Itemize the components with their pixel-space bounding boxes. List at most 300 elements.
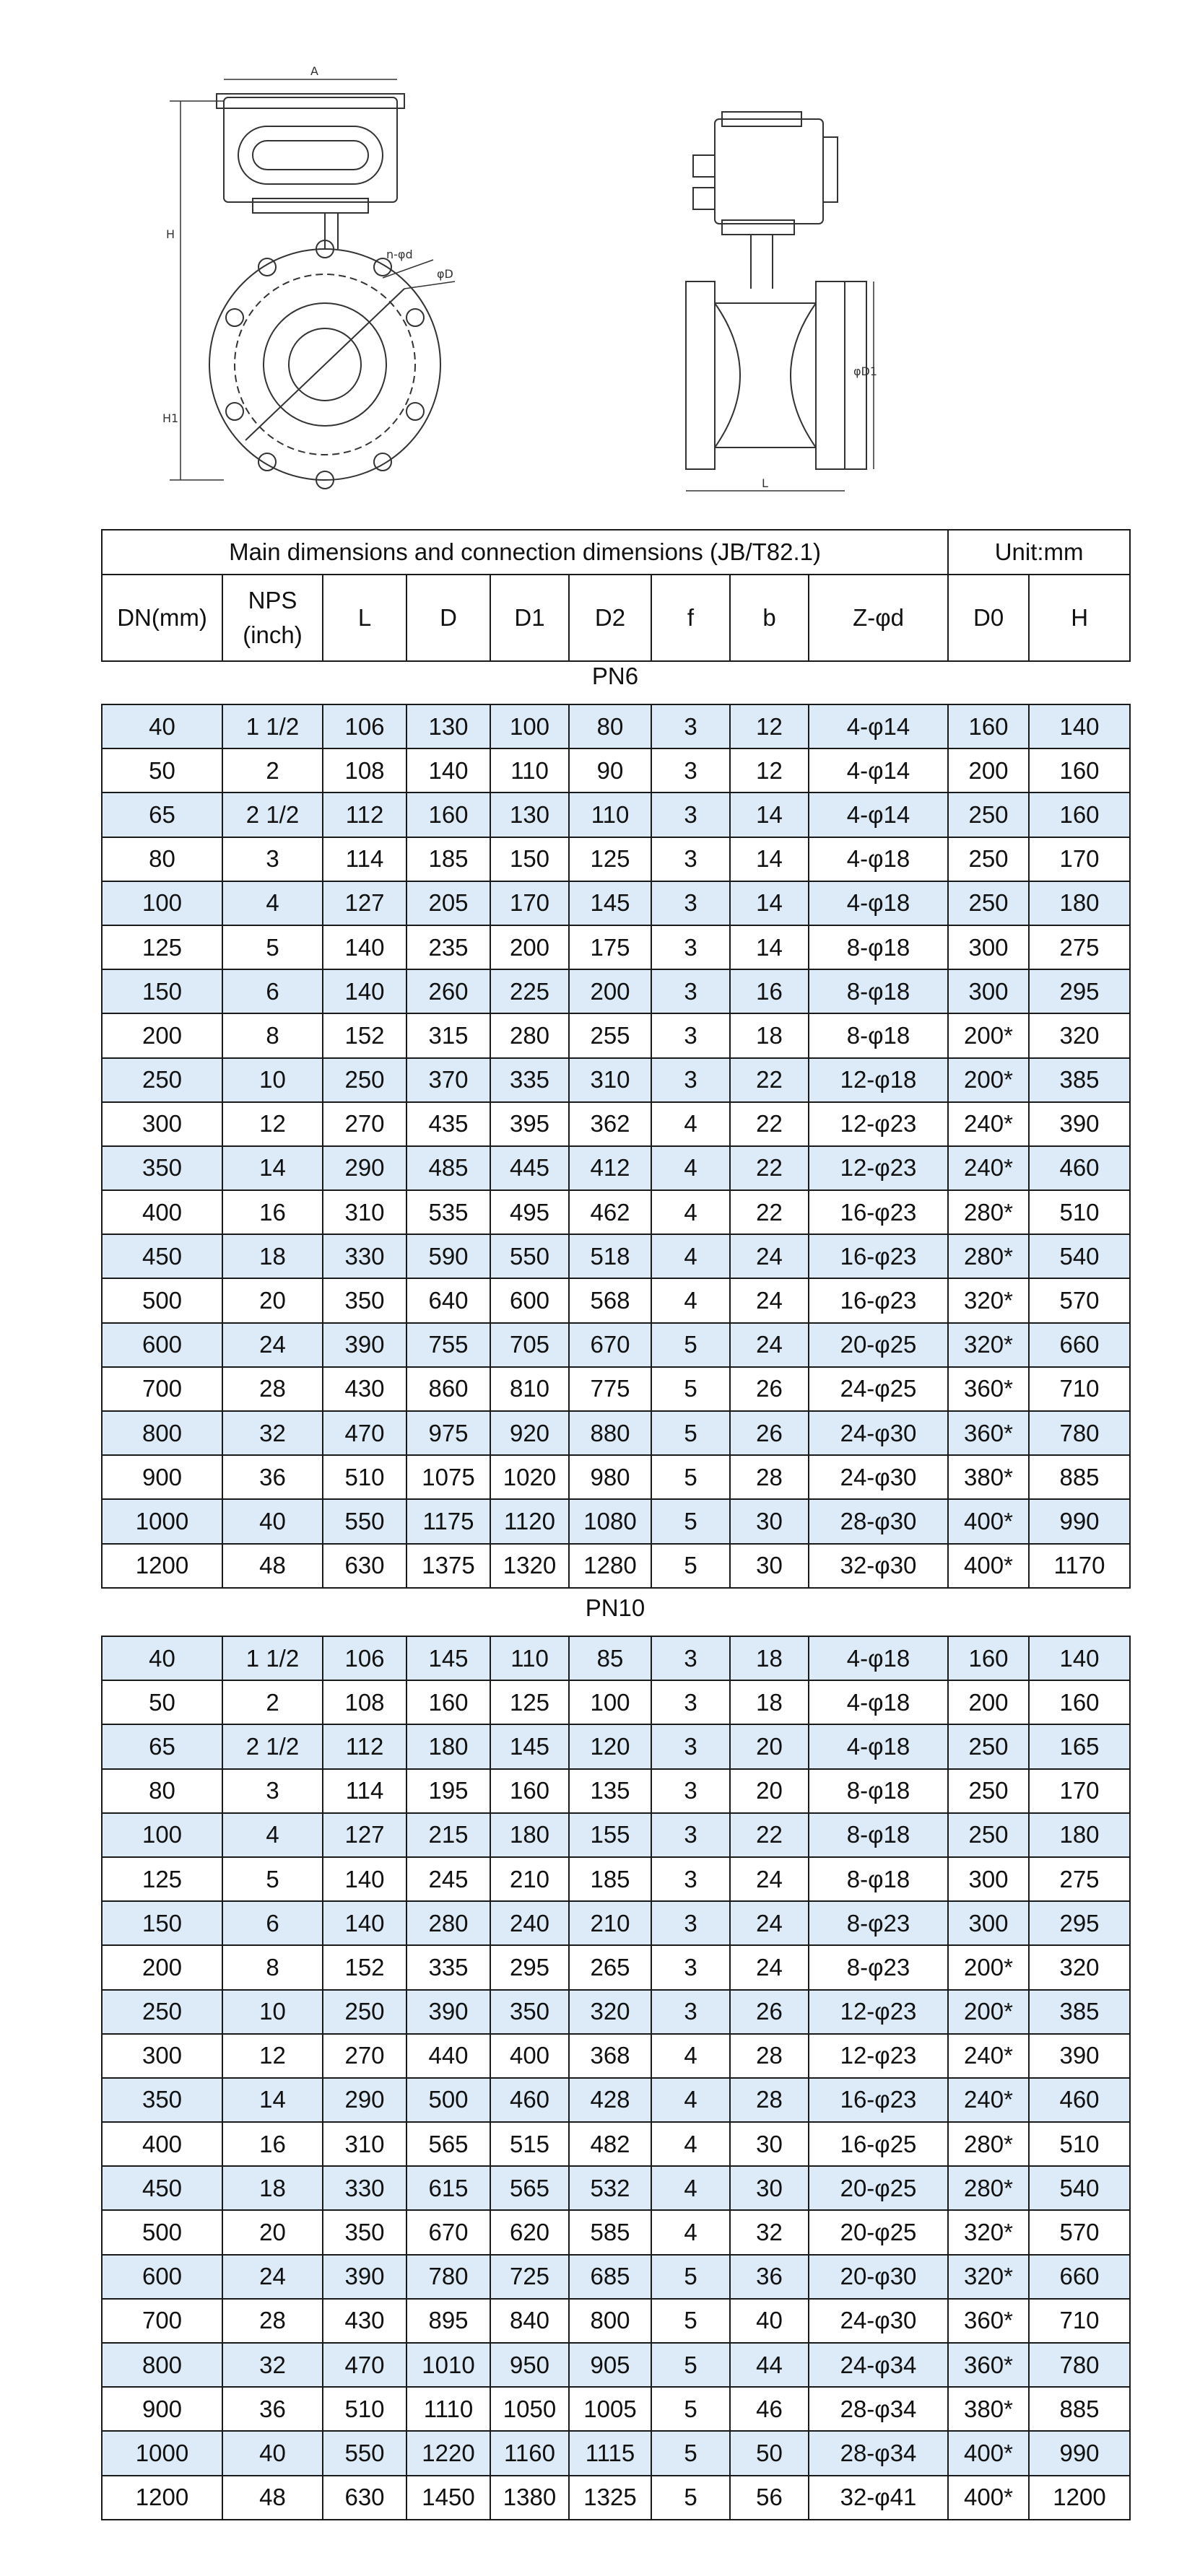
table-cell: 390 — [323, 1323, 406, 1367]
table-cell: 205 — [406, 881, 490, 925]
table-cell: 40 — [222, 1499, 323, 1543]
table-cell: 900 — [102, 1455, 222, 1499]
table-cell: 22 — [730, 1146, 809, 1190]
table-cell: 4 — [651, 1146, 730, 1190]
table-row — [102, 2122, 1130, 2166]
table-cell: 3 — [651, 704, 730, 748]
valve-drawing — [0, 0, 1187, 520]
table-cell: 6 — [222, 969, 323, 1013]
table-cell: 350 — [102, 1146, 222, 1190]
table-cell: 28-φ34 — [809, 2387, 948, 2431]
table-cell: 320 — [569, 1990, 651, 2034]
table-cell: 2 1/2 — [222, 1724, 323, 1768]
table-cell: 100 — [569, 1680, 651, 1724]
table-cell: 1375 — [406, 1544, 490, 1588]
table-cell: 40 — [222, 2431, 323, 2475]
col-z-phid: Z-φd — [809, 575, 948, 661]
table-cell: 18 — [730, 1680, 809, 1724]
table-cell: 30 — [730, 2122, 809, 2166]
table-cell: 3 — [651, 1857, 730, 1901]
table-cell: 28 — [730, 1455, 809, 1499]
table-cell: 20-φ30 — [809, 2255, 948, 2299]
table-cell: 270 — [323, 2034, 406, 2078]
table-cell: 2 1/2 — [222, 793, 323, 837]
table-cell: 160 — [948, 1636, 1029, 1680]
table-cell: 50 — [102, 1680, 222, 1724]
table-cell: 5 — [651, 2343, 730, 2387]
table-cell: 660 — [1029, 1323, 1130, 1367]
table-row — [102, 837, 1130, 881]
table-cell: 130 — [490, 793, 569, 837]
table-cell: 24-φ25 — [809, 1367, 948, 1411]
table-row — [102, 2476, 1130, 2520]
table-cell: 200* — [948, 1013, 1029, 1057]
table-cell: 705 — [490, 1323, 569, 1367]
table-cell: 5 — [651, 1323, 730, 1367]
table-cell: 8-φ18 — [809, 1813, 948, 1857]
table-cell: 5 — [651, 1411, 730, 1455]
table-cell: 250 — [948, 1769, 1029, 1813]
table-cell: 495 — [490, 1190, 569, 1234]
table-cell: 250 — [102, 1990, 222, 2034]
table-cell: 460 — [1029, 2078, 1130, 2122]
table-cell: 24 — [730, 1945, 809, 1989]
table-cell: 20-φ25 — [809, 2210, 948, 2254]
table-cell: 400* — [948, 2431, 1029, 2475]
table-cell: 18 — [730, 1013, 809, 1057]
table-cell: 630 — [323, 2476, 406, 2520]
label-phiD: φD — [437, 267, 453, 281]
table-cell: 470 — [323, 2343, 406, 2387]
table-cell: 24-φ30 — [809, 1411, 948, 1455]
table-cell: 8-φ23 — [809, 1901, 948, 1945]
table-cell: 160 — [948, 704, 1029, 748]
table-cell: 295 — [490, 1945, 569, 1989]
table-cell: 360* — [948, 1411, 1029, 1455]
table-row — [102, 1544, 1130, 1588]
table-cell: 250 — [948, 1813, 1029, 1857]
table-cell: 725 — [490, 2255, 569, 2299]
table-cell: 200 — [569, 969, 651, 1013]
table-cell: 380* — [948, 2387, 1029, 2431]
table-cell: 500 — [102, 1278, 222, 1322]
table-cell: 32-φ30 — [809, 1544, 948, 1588]
table-cell: 590 — [406, 1234, 490, 1278]
table-cell: 16-φ23 — [809, 1278, 948, 1322]
table-cell: 16 — [222, 1190, 323, 1234]
table-row — [102, 704, 1130, 748]
table-cell: 3 — [651, 748, 730, 793]
table-cell: 1450 — [406, 2476, 490, 2520]
table-cell: 4 — [651, 2166, 730, 2210]
table-cell: 4 — [651, 1190, 730, 1234]
table-cell: 14 — [730, 881, 809, 925]
table-cell: 12-φ18 — [809, 1058, 948, 1102]
table-cell: 320 — [1029, 1945, 1130, 1989]
table-cell: 28-φ30 — [809, 1499, 948, 1543]
table-cell: 1200 — [102, 2476, 222, 2520]
table-cell: 1110 — [406, 2387, 490, 2431]
table-cell: 518 — [569, 1234, 651, 1278]
table-cell: 320 — [1029, 1013, 1130, 1057]
table-cell: 14 — [222, 1146, 323, 1190]
table-cell: 200* — [948, 1990, 1029, 2034]
table-cell: 1320 — [490, 1544, 569, 1588]
table-cell: 440 — [406, 2034, 490, 2078]
table-cell: 225 — [490, 969, 569, 1013]
table-cell: 4 — [222, 1813, 323, 1857]
table-cell: 3 — [651, 925, 730, 969]
table-cell: 510 — [1029, 2122, 1130, 2166]
table-cell: 4-φ18 — [809, 1636, 948, 1680]
table-cell: 28 — [222, 2299, 323, 2343]
table-cell: 1010 — [406, 2343, 490, 2387]
table-cell: 152 — [323, 1013, 406, 1057]
table-cell: 106 — [323, 1636, 406, 1680]
table-row — [102, 1234, 1130, 1278]
table-cell: 14 — [730, 837, 809, 881]
table-cell: 1080 — [569, 1499, 651, 1543]
table-cell: 240 — [490, 1901, 569, 1945]
table-cell: 20 — [730, 1724, 809, 1768]
section-label-pn10: PN10 — [585, 1594, 645, 1621]
table-cell: 1120 — [490, 1499, 569, 1543]
table-cell: 240* — [948, 2034, 1029, 2078]
table-cell: 24-φ30 — [809, 1455, 948, 1499]
table-cell: 180 — [490, 1813, 569, 1857]
table-cell: 40 — [102, 1636, 222, 1680]
table-cell: 310 — [323, 1190, 406, 1234]
table-cell: 460 — [490, 2078, 569, 2122]
table-row — [102, 1102, 1130, 1146]
table-cell: 1160 — [490, 2431, 569, 2475]
table-cell: 50 — [102, 748, 222, 793]
table-cell: 24 — [730, 1901, 809, 1945]
table-cell: 6 — [222, 1901, 323, 1945]
table-cell: 12 — [730, 748, 809, 793]
table-cell: 152 — [323, 1945, 406, 1989]
table-cell: 215 — [406, 1813, 490, 1857]
table-cell: 32 — [730, 2210, 809, 2254]
table-cell: 1175 — [406, 1499, 490, 1543]
table-cell: 12 — [730, 704, 809, 748]
table-cell: 1280 — [569, 1544, 651, 1588]
table-cell: 3 — [651, 1058, 730, 1102]
table-cell: 300 — [948, 1901, 1029, 1945]
table-cell: 568 — [569, 1278, 651, 1322]
table-cell: 20-φ25 — [809, 2166, 948, 2210]
table-cell: 22 — [730, 1190, 809, 1234]
table-cell: 800 — [102, 2343, 222, 2387]
col-d1: D1 — [490, 575, 569, 661]
table-cell: 160 — [1029, 793, 1130, 837]
header-table — [101, 529, 1131, 662]
table-row — [102, 1190, 1130, 1234]
table-cell: 12 — [222, 2034, 323, 2078]
table-cell: 18 — [222, 1234, 323, 1278]
table-cell: 80 — [102, 1769, 222, 1813]
table-row — [102, 1769, 1130, 1813]
table-cell: 510 — [1029, 1190, 1130, 1234]
label-phiD1: φD1 — [853, 364, 878, 378]
table-cell: 10 — [222, 1058, 323, 1102]
table-cell: 3 — [651, 1013, 730, 1057]
table-cell: 5 — [222, 1857, 323, 1901]
table-cell: 280 — [490, 1013, 569, 1057]
table-cell: 20 — [730, 1769, 809, 1813]
table-cell: 170 — [490, 881, 569, 925]
table-cell: 160 — [1029, 748, 1130, 793]
table-cell: 4-φ18 — [809, 1680, 948, 1724]
col-dn: DN(mm) — [102, 575, 222, 661]
table-cell: 4 — [651, 2122, 730, 2166]
table-cell: 3 — [222, 837, 323, 881]
table-cell: 30 — [730, 1544, 809, 1588]
col-nps-unit: (inch) — [243, 621, 303, 648]
table-row — [102, 1323, 1130, 1367]
table-cell: 240* — [948, 1146, 1029, 1190]
table-cell: 295 — [1029, 969, 1130, 1013]
table-cell: 4 — [651, 2078, 730, 2122]
table-cell: 900 — [102, 2387, 222, 2431]
table-cell: 140 — [323, 1857, 406, 1901]
table-cell: 3 — [222, 1769, 323, 1813]
table-cell: 5 — [651, 2299, 730, 2343]
table-row — [102, 1411, 1130, 1455]
table-cell: 100 — [102, 1813, 222, 1857]
table-cell: 108 — [323, 1680, 406, 1724]
table-cell: 40 — [102, 704, 222, 748]
table-cell: 430 — [323, 2299, 406, 2343]
table-cell: 160 — [406, 793, 490, 837]
col-nps-label: NPS — [248, 587, 297, 614]
table-cell: 885 — [1029, 2387, 1130, 2431]
table-cell: 980 — [569, 1455, 651, 1499]
table-cell: 895 — [406, 2299, 490, 2343]
table-cell: 350 — [490, 1990, 569, 2034]
table-cell: 270 — [323, 1102, 406, 1146]
table-cell: 10 — [222, 1990, 323, 2034]
table-cell: 48 — [222, 2476, 323, 2520]
table-cell: 20 — [222, 1278, 323, 1322]
table-cell: 1115 — [569, 2431, 651, 2475]
table-cell: 5 — [651, 2387, 730, 2431]
table-cell: 570 — [1029, 1278, 1130, 1322]
table-cell: 250 — [948, 881, 1029, 925]
table-cell: 310 — [569, 1058, 651, 1102]
table-cell: 12-φ23 — [809, 1102, 948, 1146]
table-cell: 755 — [406, 1323, 490, 1367]
table-cell: 46 — [730, 2387, 809, 2431]
table-cell: 1220 — [406, 2431, 490, 2475]
table-cell: 24 — [730, 1234, 809, 1278]
table-cell: 445 — [490, 1146, 569, 1190]
table-cell: 185 — [569, 1857, 651, 1901]
table-cell: 1075 — [406, 1455, 490, 1499]
table-cell: 3 — [651, 1990, 730, 2034]
table-cell: 28 — [730, 2078, 809, 2122]
table-row — [102, 1367, 1130, 1411]
table-cell: 4 — [651, 2210, 730, 2254]
table-cell: 1380 — [490, 2476, 569, 2520]
table-cell: 140 — [1029, 704, 1130, 748]
table-cell: 280* — [948, 1234, 1029, 1278]
table-cell: 106 — [323, 704, 406, 748]
table-cell: 5 — [651, 1367, 730, 1411]
table-cell: 100 — [490, 704, 569, 748]
table-cell: 390 — [323, 2255, 406, 2299]
table-cell: 245 — [406, 1857, 490, 1901]
table-cell: 16-φ25 — [809, 2122, 948, 2166]
table-cell: 310 — [323, 2122, 406, 2166]
table-row — [102, 925, 1130, 969]
table-cell: 140 — [323, 969, 406, 1013]
table-row — [102, 2299, 1130, 2343]
table-cell: 36 — [222, 2387, 323, 2431]
table-cell: 30 — [730, 2166, 809, 2210]
table-cell: 3 — [651, 1813, 730, 1857]
table-cell: 26 — [730, 1990, 809, 2034]
table-cell: 280* — [948, 2166, 1029, 2210]
table-cell: 482 — [569, 2122, 651, 2166]
table-cell: 36 — [222, 1455, 323, 1499]
table-cell: 127 — [323, 881, 406, 925]
label-A: A — [310, 64, 318, 78]
table-cell: 400 — [490, 2034, 569, 2078]
table-cell: 170 — [1029, 1769, 1130, 1813]
table-cell: 16-φ23 — [809, 1234, 948, 1278]
table-row — [102, 2166, 1130, 2210]
table-row — [102, 793, 1130, 837]
table-cell: 32-φ41 — [809, 2476, 948, 2520]
table-cell: 16 — [222, 2122, 323, 2166]
table-cell: 210 — [569, 1901, 651, 1945]
table-cell: 385 — [1029, 1058, 1130, 1102]
table-cell: 12-φ23 — [809, 1990, 948, 2034]
table-cell: 540 — [1029, 2166, 1130, 2210]
table-cell: 532 — [569, 2166, 651, 2210]
table-cell: 780 — [1029, 1411, 1130, 1455]
table-cell: 4-φ14 — [809, 793, 948, 837]
table-cell: 8 — [222, 1013, 323, 1057]
table-cell: 16 — [730, 969, 809, 1013]
table-cell: 127 — [323, 1813, 406, 1857]
col-nps — [222, 575, 323, 661]
table-row — [102, 1013, 1130, 1057]
table-cell: 550 — [490, 1234, 569, 1278]
table-cell: 200 — [948, 748, 1029, 793]
table-cell: 5 — [651, 2431, 730, 2475]
table-cell: 585 — [569, 2210, 651, 2254]
table-cell: 380* — [948, 1455, 1029, 1499]
col-l: L — [323, 575, 406, 661]
table-cell: 14 — [730, 925, 809, 969]
table-cell: 28 — [730, 2034, 809, 2078]
table-cell: 200* — [948, 1058, 1029, 1102]
pn10-table — [101, 1636, 1131, 2520]
table-cell: 335 — [490, 1058, 569, 1102]
table-cell: 18 — [730, 1636, 809, 1680]
table-cell: 428 — [569, 2078, 651, 2122]
table-cell: 5 — [222, 925, 323, 969]
table-cell: 670 — [569, 1323, 651, 1367]
table-cell: 2 — [222, 748, 323, 793]
side-view — [686, 112, 874, 491]
table-cell: 275 — [1029, 925, 1130, 969]
table-cell: 28-φ34 — [809, 2431, 948, 2475]
table-cell: 12-φ23 — [809, 2034, 948, 2078]
table-cell: 85 — [569, 1636, 651, 1680]
table-cell: 36 — [730, 2255, 809, 2299]
table-cell: 685 — [569, 2255, 651, 2299]
table-cell: 3 — [651, 1636, 730, 1680]
table-cell: 3 — [651, 1945, 730, 1989]
table-cell: 3 — [651, 881, 730, 925]
table-cell: 30 — [730, 1499, 809, 1543]
table-cell: 1005 — [569, 2387, 651, 2431]
table-cell: 315 — [406, 1013, 490, 1057]
table-row — [102, 881, 1130, 925]
table-cell: 3 — [651, 793, 730, 837]
table-row — [102, 1945, 1130, 1989]
table-cell: 65 — [102, 1724, 222, 1768]
table-cell: 160 — [406, 1680, 490, 1724]
table-cell: 150 — [102, 969, 222, 1013]
table-cell: 250 — [948, 793, 1029, 837]
table-cell: 320* — [948, 2210, 1029, 2254]
table-cell: 8-φ18 — [809, 1013, 948, 1057]
table-cell: 250 — [948, 1724, 1029, 1768]
table-cell: 125 — [490, 1680, 569, 1724]
table-cell: 280 — [406, 1901, 490, 1945]
table-cell: 260 — [406, 969, 490, 1013]
table-cell: 150 — [102, 1901, 222, 1945]
table-cell: 550 — [323, 1499, 406, 1543]
table-cell: 135 — [569, 1769, 651, 1813]
table-cell: 3 — [651, 1769, 730, 1813]
table-cell: 1000 — [102, 2431, 222, 2475]
table-cell: 255 — [569, 1013, 651, 1057]
table-cell: 250 — [948, 837, 1029, 881]
table-cell: 275 — [1029, 1857, 1130, 1901]
table-cell: 570 — [1029, 2210, 1130, 2254]
table-cell: 185 — [406, 837, 490, 881]
table-cell: 565 — [406, 2122, 490, 2166]
table-cell: 860 — [406, 1367, 490, 1411]
table-cell: 24 — [222, 1323, 323, 1367]
table-row — [102, 2343, 1130, 2387]
table-cell: 400* — [948, 1499, 1029, 1543]
table-cell: 12 — [222, 1102, 323, 1146]
table-cell: 535 — [406, 1190, 490, 1234]
table-cell: 12-φ23 — [809, 1146, 948, 1190]
table-cell: 8-φ18 — [809, 1769, 948, 1813]
label-nphid: n-φd — [386, 248, 413, 261]
table-cell: 320* — [948, 2255, 1029, 2299]
table-cell: 450 — [102, 2166, 222, 2210]
table-cell: 250 — [323, 1058, 406, 1102]
table-cell: 300 — [948, 925, 1029, 969]
table-cell: 32 — [222, 1411, 323, 1455]
table-cell: 600 — [102, 2255, 222, 2299]
table-cell: 320* — [948, 1323, 1029, 1367]
table-cell: 3 — [651, 969, 730, 1013]
table-cell: 990 — [1029, 2431, 1130, 2475]
col-f: f — [651, 575, 730, 661]
table-cell: 22 — [730, 1813, 809, 1857]
table-cell: 280* — [948, 1190, 1029, 1234]
table-cell: 390 — [1029, 1102, 1130, 1146]
